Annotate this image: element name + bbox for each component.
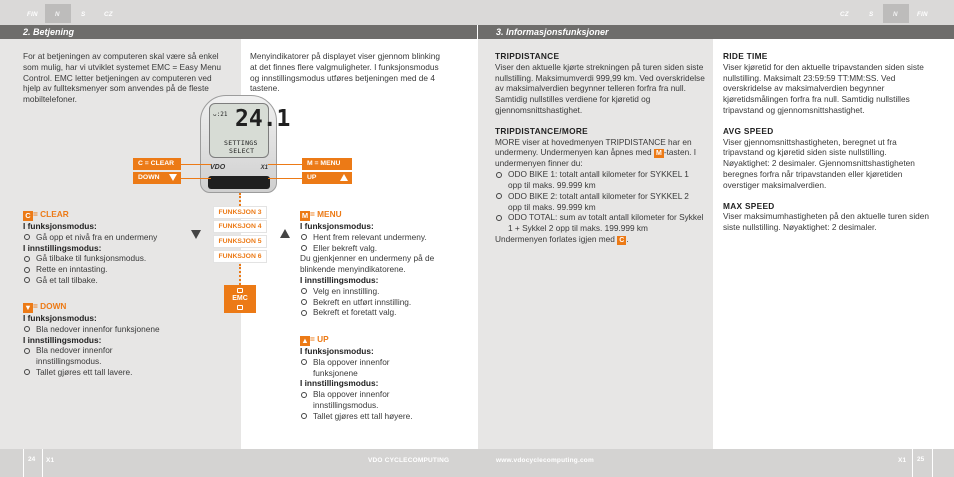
tripmore-exit-a: Undermenyen forlates igjen med (495, 233, 615, 244)
column-4 (723, 51, 935, 233)
lang-cz-left: CZ (104, 11, 113, 18)
max-speed-heading: MAX SPEED (723, 200, 775, 211)
footer-divider (23, 449, 24, 477)
up-section (300, 334, 430, 422)
list-item: Eller bekreft valg. (300, 243, 450, 254)
list-item: Rette en inntasting. (23, 264, 228, 275)
c-key-icon: C (23, 211, 33, 221)
screen-line-1: SETTINGS (224, 139, 258, 147)
leader-c (181, 164, 211, 165)
dotted-connector-bottom (239, 264, 241, 285)
footer-divider (42, 449, 43, 477)
leader-down (181, 178, 211, 179)
emc-logo-text: EMC (232, 295, 248, 302)
up-set-title: I innstillingsmodus: (300, 378, 379, 389)
list-item: Hent frem relevant undermeny. (300, 232, 450, 243)
section-header-left: 2. Betjening (0, 25, 477, 39)
menu-func-title: I funksjonsmodus: (300, 221, 374, 231)
clear-func-title: I funksjonsmodus: (23, 221, 97, 231)
footer-brand: VDO CYCLECOMPUTING (368, 457, 450, 464)
list-item: Bla oppover innenfor funksjonene (300, 357, 430, 379)
menu-set-title: I innstillingsmodus: (300, 274, 379, 285)
ride-time-heading: RIDE TIME (723, 51, 768, 61)
down-func-title: I funksjonsmodus: (23, 313, 97, 323)
up-func-title: I funksjonsmodus: (300, 346, 374, 356)
lang-s-right: S (869, 11, 874, 18)
function-box-4: FUNKSJON 4 (213, 220, 267, 233)
menu-func-list (300, 232, 450, 254)
up-set-list (300, 389, 430, 421)
m-key-icon-inline: M (655, 150, 662, 158)
list-item: Bla nedover innenfor funksjonene (23, 324, 163, 335)
screen-line-2: SELECT (229, 147, 255, 155)
column-1 (23, 51, 223, 105)
list-item: Bla oppover innenfor innstillingsmodus. (300, 389, 430, 411)
spacer (723, 116, 935, 126)
label-m-menu-text: M = MENU (307, 160, 341, 167)
leader-up (268, 178, 302, 179)
tripmore-exit (495, 234, 705, 245)
column-3 (495, 51, 705, 245)
emc-logo-dot-bottom (237, 305, 243, 310)
lang-cz-right: CZ (840, 11, 849, 18)
menu-section (300, 209, 450, 318)
clear-set-title: I innstillingsmodus: (23, 242, 102, 253)
label-c-clear-text: C = CLEAR (138, 160, 175, 167)
list-item: Bla nedover innenfor innstillingsmodus. (23, 345, 163, 367)
lang-n-left: N (55, 11, 60, 18)
page-number-right: 25 (917, 456, 925, 463)
down-heading-text: = DOWN (33, 301, 67, 311)
list-item: Gå tilbake til funksjonsmodus. (23, 253, 228, 264)
tripmore-text-a: MORE viser at hovedmenyen TRIPDISTANCE har en undermeny. Undermenyen kan åpnes med (495, 136, 692, 158)
tripmore-list (495, 169, 705, 234)
down-set-list (23, 345, 163, 377)
down-arrow-icon (169, 174, 177, 181)
up-heading (300, 334, 430, 346)
down-scroll-triangle-icon (191, 230, 201, 239)
avg-speed-text: Viser gjennomsnittshastigheten, beregnet ut fra tripavstand og kjøretid siden siste nullstilling. Nøyaktighet: 2 desimaler. Gjennomsnittshastigheten beregnes forfra når tripavstanden eller kjøretiden overstiger maksimalverdien. (723, 136, 915, 190)
lang-fin-left: FIN (27, 11, 38, 18)
down-triangle-icon: ▼ (24, 303, 32, 312)
list-item: Gå opp et nivå fra en undermeny (23, 232, 228, 243)
emc-logo-dot-top (237, 288, 243, 293)
lang-fin-right: FIN (917, 11, 928, 18)
cycle-computer-illustration (200, 95, 291, 193)
clear-set-list (23, 253, 228, 285)
intro-paragraph-2: Menyindikatorer på displayet viser gjennom blinking at det finnes flere valgmuligheter. I funksjonsmodus og innstillingsmodus utføres betjeningen med de 4 tastene. (250, 51, 441, 94)
device-brand: VDO (210, 164, 226, 171)
footer-model-left: X1 (46, 457, 55, 464)
up-heading-text: = UP (310, 334, 329, 344)
label-up (302, 172, 352, 184)
menu-note: Du gjenkjenner en undermeny på de blinkende menyindikatorene. (300, 253, 435, 275)
menu-heading (300, 209, 450, 221)
list-item: Velg en innstilling. (300, 286, 450, 297)
tripmore-text-b: -tasten. I undermenyen finner du: (495, 147, 697, 169)
function-box-6: FUNKSJON 6 (213, 250, 267, 263)
footer-bar (0, 449, 954, 477)
function-box-3: FUNKSJON 3 (213, 206, 267, 219)
column-2-intro (250, 51, 445, 94)
leader-m (268, 164, 302, 165)
menu-set-list (300, 286, 450, 318)
section-header-right: 3. Informasjonsfunksjoner (478, 25, 954, 39)
down-set-title: I innstillingsmodus: (23, 334, 102, 345)
up-func-list (300, 357, 430, 379)
tripmore-text (495, 137, 705, 170)
footer-divider (912, 449, 913, 477)
clear-section (23, 209, 228, 286)
footer-model-right: X1 (898, 457, 907, 464)
clear-heading (23, 209, 228, 221)
tripmore-heading: TRIPDISTANCE/MORE (495, 125, 588, 136)
screen-big-readout: 24.1 (235, 106, 291, 132)
c-key-icon-inline: C (619, 236, 625, 244)
lang-s-left: S (81, 11, 86, 18)
list-item: Bekreft et foretatt valg. (300, 307, 450, 318)
spacer (723, 191, 935, 201)
max-speed-text: Viser maksimumhastigheten på den aktuelle turen siden siste nullstilling. Nøyaktighet: 2 desimaler. (723, 211, 930, 233)
footer-url[interactable]: www.vdocyclecomputing.com (496, 457, 594, 464)
intro-paragraph: For at betjeningen av computeren skal være så enkel som mulig, har vi utviklet systemet EMC = Easy Menu Control. EMC letter betjeningen av computeren ved hjelp av fullteksmenyer som anvendes på de fleste mobiltelefoner. (23, 51, 222, 105)
footer-divider (932, 449, 933, 477)
list-item: Tallet gjøres ett tall lavere. (23, 367, 163, 378)
function-box-5: FUNKSJON 5 (213, 235, 267, 248)
tripdistance-heading: TRIPDISTANCE (495, 51, 560, 61)
device-screen (209, 103, 291, 158)
list-item: ODO TOTAL: sum av totalt antall kilometer for Sykkel 1 + Sykkel 2 opp til maks. 199.999 km (495, 212, 705, 234)
top-bar (0, 0, 954, 25)
clear-heading-text: = CLEAR (33, 209, 69, 219)
menu-heading-text: = MENU (310, 209, 342, 219)
device-button-row (208, 176, 270, 189)
label-up-text: UP (307, 174, 317, 181)
m-key-icon: M (301, 211, 309, 220)
up-arrow-icon (340, 174, 348, 181)
ride-time-text: Viser kjøretid for den aktuelle tripavstanden siden siste nullstilling. Maksimalt 23:59:59 TT:MM:SS. Ved overskridelse av maksimalverdien begynner kjøretidsmålingen forfra fra null. Samtidig nullstilles tripavstand og gjennomsnittshastighet. (723, 61, 924, 115)
lang-n-right: N (893, 11, 898, 18)
dotted-connector-top (239, 193, 241, 206)
up-triangle-icon: ▲ (301, 336, 309, 345)
list-item: Bekreft en utført innstilling. (300, 297, 450, 308)
list-item: ODO BIKE 1: totalt antall kilometer for SYKKEL 1 opp til maks. 99.999 km (495, 169, 705, 191)
tripmore-exit-b: . (626, 233, 629, 244)
device-model: X1 (260, 165, 268, 171)
down-func-list (23, 324, 163, 335)
label-down-text: DOWN (138, 174, 160, 181)
up-scroll-triangle-icon (280, 229, 290, 238)
spacer (495, 116, 705, 126)
avg-speed-heading: AVG SPEED (723, 125, 774, 136)
down-section (23, 301, 163, 378)
tripdistance-text: Viser den aktuelle kjørte strekningen på turen siden siste nullstilling. Maksimumverdi 999,99 km. Ved overskridelse av maksimalverdien begynner telleren forfra fra null. Samtidig nullstilles verdiene for kjøretid og gjennomsnittshastighet. (495, 61, 705, 115)
emc-logo (224, 285, 256, 313)
page-number-left: 24 (28, 456, 36, 463)
down-heading (23, 301, 163, 313)
label-c-clear (133, 158, 181, 170)
list-item: Gå et tall tilbake. (23, 275, 228, 286)
label-down (133, 172, 181, 184)
list-item: ODO BIKE 2: totalt antall kilometer for SYKKEL 2 opp til maks. 99.999 km (495, 191, 705, 213)
label-m-menu (302, 158, 352, 170)
list-item: Tallet gjøres ett tall høyere. (300, 411, 430, 422)
screen-small-readout: ᴗ:21 (213, 111, 228, 118)
